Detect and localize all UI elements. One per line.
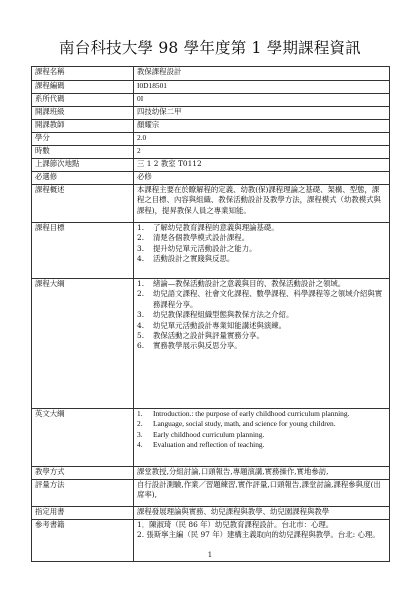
field-value-elective: 必修 xyxy=(134,172,390,185)
table-row xyxy=(32,133,390,146)
field-value-outline-en xyxy=(134,409,390,467)
list-item: 5. 教保活動之設計與評量實務分享。 xyxy=(137,331,264,341)
field-value-hours: 2 xyxy=(134,146,390,159)
table-row xyxy=(32,223,390,279)
list-item: 4. Evaluation and reflection of teaching. xyxy=(137,440,265,450)
field-label: 英文大綱 xyxy=(32,409,134,467)
list-item: 1. 緒論—教保活動設計之意義與目的、教保活動設計之領域。 xyxy=(137,279,346,288)
field-value-evaluation: 自行設計測驗,作業／習題練習,實作評量,口頭報告,課堂討論,課程參與度(出席率), xyxy=(134,480,390,507)
field-label: 上課節次地點 xyxy=(32,159,134,172)
field-label: 系所代碼 xyxy=(32,94,134,107)
field-value-credits: 2.0 xyxy=(134,133,390,146)
list-item: 3. 幼兒教保課程組織型態與教保方法之介紹。 xyxy=(137,310,294,320)
table-row xyxy=(32,467,390,480)
field-label: 課程概述 xyxy=(32,185,134,223)
list-item: 6. 實務教學展示與反思分享。 xyxy=(137,341,242,351)
field-label: 評量方法 xyxy=(32,480,134,507)
field-label: 課程編碼 xyxy=(32,81,134,94)
list-item: 4. 幼兒單元活動設計專業知能講述與演練。 xyxy=(137,320,287,330)
table-row xyxy=(32,67,390,81)
table-row xyxy=(32,146,390,159)
field-value-teacher: 顏耀宗 xyxy=(134,120,390,133)
list-item: 2. 清楚各個教學模式設計課程。 xyxy=(137,233,250,243)
table-row xyxy=(32,409,390,467)
field-label: 開課班級 xyxy=(32,107,134,120)
field-value-outline xyxy=(134,279,390,409)
list-item: 1. Introduction.: the purpose of early childhood curriculum planning. xyxy=(137,409,350,418)
table-row xyxy=(32,279,390,409)
table-row xyxy=(32,507,390,520)
field-label: 學分 xyxy=(32,133,134,146)
table-row xyxy=(32,94,390,107)
field-label: 課程目標 xyxy=(32,223,134,279)
course-info-table xyxy=(31,66,390,562)
field-label: 課程名稱 xyxy=(32,67,134,81)
table-row xyxy=(32,81,390,94)
field-label: 開課教師 xyxy=(32,120,134,133)
field-value-teaching-method: 課堂教授,分組討論,口頭報告,專題演講,實務操作,實地參訪, xyxy=(134,467,390,480)
reference-item: 1．陳淑琦（民 86 年）幼兒教育課程設計。台北市：心理。 xyxy=(137,520,334,529)
field-value-overview: 本課程主要在於瞭解程的定義、幼教(保)課程理論之基礎、架構、型態，課程之目標、內容與組織、教保活動設計及教學方法，課程模式（幼教模式與課程)，提昇教保人員之專業知能。 xyxy=(134,185,390,223)
field-label: 必選修 xyxy=(32,172,134,185)
page-number: 1 xyxy=(207,551,213,559)
table-row xyxy=(32,185,390,223)
field-label: 教學方式 xyxy=(32,467,134,480)
table-row xyxy=(32,159,390,172)
table-row xyxy=(32,120,390,133)
field-value-class: 四技幼保二甲 xyxy=(134,107,390,120)
list-item: 2. 幼兒語文課程、社會文化課程、數學課程、科學課程等之領域介紹與實務課程分享。 xyxy=(137,289,383,309)
field-value-textbook: 課程發展理論與實務、幼兒課程與教學、幼兒園課程與教學 xyxy=(134,507,390,520)
table-row xyxy=(32,107,390,120)
objectives-list xyxy=(137,223,386,265)
list-item: 2. Language, social study, math, and science for young children. xyxy=(137,419,336,429)
field-label: 課程大綱 xyxy=(32,279,134,409)
list-item: 3. Early childhood curriculum planning. xyxy=(137,429,265,439)
list-item: 4. 活動設計之實踐與反思。 xyxy=(137,254,235,264)
list-item: 3. 提升幼兒單元活動設計之能力。 xyxy=(137,243,257,253)
field-label: 時數 xyxy=(32,146,134,159)
list-item: 1. 了解幼兒教育課程的意義與理論基礎。 xyxy=(137,223,279,232)
table-row xyxy=(32,480,390,507)
field-value-course-code: I0D18501 xyxy=(134,81,390,94)
page-title: 南台科技大學 98 學年度第 1 學期課程資訊 xyxy=(59,39,361,57)
field-value-objectives xyxy=(134,223,390,279)
table-row xyxy=(32,172,390,185)
outline-en-list xyxy=(137,409,386,451)
field-label: 參考書籍 xyxy=(32,520,134,562)
field-label: 指定用書 xyxy=(32,507,134,520)
outline-list xyxy=(137,279,386,352)
field-value-dept-code: 0I xyxy=(134,94,390,107)
field-value-schedule: 三 1 2 教室 T0112 xyxy=(134,159,390,172)
reference-item: 2. 張斯寧主編（民 97 年）建構主義取向的幼兒課程與教學。台北: 心理。 xyxy=(137,530,380,540)
field-value-course-name: 教保課程設計 xyxy=(134,67,390,81)
